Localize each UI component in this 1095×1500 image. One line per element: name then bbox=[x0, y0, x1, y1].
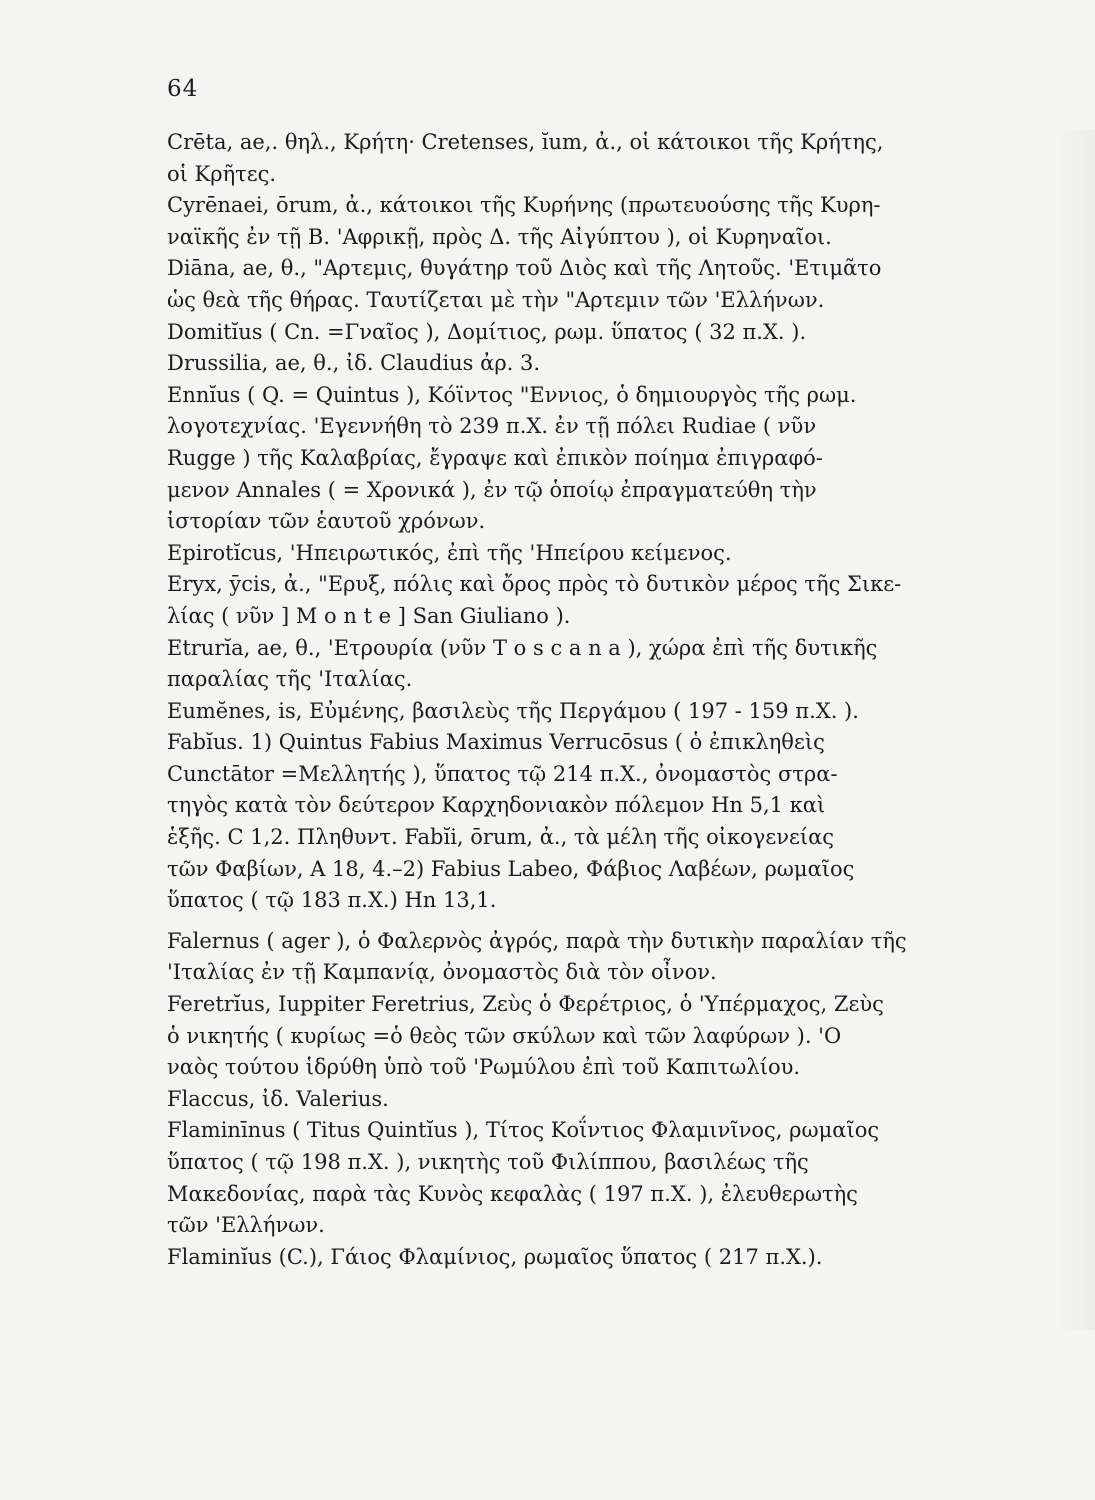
entry-line: Flaminĭus (C.), Γάιος Φλαμίνιος, ρωμαῖος ὕπατος ( 217 π.Χ.). bbox=[167, 1244, 823, 1269]
entry-line: ναϊκῆς ἐν τῇ Β. 'Αφρικῇ, πρὸς Δ. τῆς Αἰγύπτου ), οἱ Κυρηναῖοι. bbox=[167, 224, 832, 249]
entry-flamininus bbox=[167, 1115, 1012, 1241]
entry-flaminius bbox=[167, 1242, 1012, 1274]
entry-line: λογοτεχνίας. 'Εγεννήθη τὸ 239 π.Χ. ἐν τῇ πόλει Rudiae ( νῦν bbox=[167, 414, 817, 439]
entry-line: Eryx, ȳcis, ἀ., "Ερυξ, πόλις καὶ ὄρος πρὸς τὸ δυτικὸν μέρος τῆς Σικε- bbox=[167, 572, 902, 597]
entry-line: ὕπατος ( τῷ 198 π.Χ. ), νικητὴς τοῦ Φιλίππου, βασιλέως τῆς bbox=[167, 1150, 809, 1174]
entry-line: ναὸς τούτου ἱδρύθη ὑπὸ τοῦ 'Ρωμύλου ἐπὶ τοῦ Καπιτωλίου. bbox=[167, 1055, 801, 1080]
entry-line: οἱ Κρῆτες. bbox=[167, 161, 277, 186]
entry-line: Crēta, ae,. θηλ., Κρήτη· Cretenses, ĭum, ἀ., οἱ κάτοικοι τῆς Κρήτης, bbox=[167, 130, 884, 154]
entry-line: Epirotĭcus, 'Ηπειρωτικός, ἐπὶ τῆς 'Ηπείρου κείμενος. bbox=[167, 540, 732, 565]
entry-eryx bbox=[167, 569, 1012, 632]
glossary-entries bbox=[167, 127, 1012, 1273]
entry-falernus bbox=[167, 926, 1012, 989]
entry-cyrenaei bbox=[167, 190, 1012, 253]
entry-fabius bbox=[167, 727, 1012, 917]
entry-line: Flaccus, ἰδ. Valerius. bbox=[167, 1086, 389, 1111]
entry-line: Eumĕnes, is, Εὐμένης, βασιλεὺς τῆς Περγάμου ( 197 - 159 π.Χ. ). bbox=[167, 698, 859, 723]
entry-line: Feretrĭus, Iuppiter Feretrius, Ζεὺς ὁ Φερέτριος, ὁ 'Υπέρμαχος, Ζεὺς bbox=[167, 992, 884, 1017]
page-number: 64 bbox=[167, 76, 199, 102]
entry-line: Cunctātor =Μελλητής ), ὕπατος τῷ 214 π.Χ., ὀνομαστὸς στρα- bbox=[167, 761, 838, 786]
spacer bbox=[167, 917, 1012, 926]
entry-creta bbox=[167, 127, 1012, 190]
entry-line: ὕπατος ( τῷ 183 π.Χ.) Hn 13,1. bbox=[167, 888, 497, 913]
entry-line: Diāna, ae, θ., "Αρτεμις, θυγάτηρ τοῦ Διὸς καὶ τῆς Λητοῦς. 'Ετιμᾶτο bbox=[167, 256, 882, 281]
entry-line: Domitĭus ( Cn. =Γναῖος ), Δομίτιος, ρωμ. ὕπατος ( 32 π.Χ. ). bbox=[167, 319, 807, 344]
entry-drussilia bbox=[167, 348, 1012, 380]
entry-line: Ennĭus ( Q. = Quintus ), Κόϊντος "Εννιος, ὁ δημιουργὸς τῆς ρωμ. bbox=[167, 382, 857, 407]
entry-line: παραλίας τῆς 'Ιταλίας. bbox=[167, 667, 413, 692]
entry-line: Cyrēnaei, ōrum, ἀ., κάτοικοι τῆς Κυρήνης (πρωτευούσης τῆς Κυρη- bbox=[167, 193, 881, 218]
entry-line: τῶν Φαβίων, A 18, 4.–2) Fabius Labeo, Φάβιος Λαβέων, ρωμαῖος bbox=[167, 856, 855, 881]
entry-line: τηγὸς κατὰ τὸν δεύτερον Καρχηδονιακὸν πόλεμον Hn 5,1 καὶ bbox=[167, 793, 826, 818]
entry-feretrius bbox=[167, 989, 1012, 1084]
entry-line: Drussilia, ae, θ., ἰδ. Claudius ἀρ. 3. bbox=[167, 351, 541, 376]
entry-line: ἱστορίαν τῶν ἑαυτοῦ χρόνων. bbox=[167, 509, 486, 534]
entry-etruria bbox=[167, 633, 1012, 696]
paper-shadow bbox=[1055, 130, 1095, 1330]
entry-line: Etrurĭa, ae, θ., 'Ετρουρία (νῦν T o s c a n a ), χώρα ἐπὶ τῆς δυτικῆς bbox=[167, 635, 878, 660]
entry-flaccus bbox=[167, 1084, 1012, 1116]
entry-epiroticus bbox=[167, 538, 1012, 570]
entry-eumenes bbox=[167, 696, 1012, 728]
entry-domitius bbox=[167, 317, 1012, 349]
entry-line: Flaminīnus ( Titus Quintĭus ), Τίτος Κοΐντιος Φλαμινῖνος, ρωμαῖος bbox=[167, 1118, 880, 1143]
entry-line: Fabĭus. 1) Quintus Fabius Maximus Verrucōsus ( ὁ ἐπικληθεὶς bbox=[167, 730, 825, 755]
entry-line: ὁ νικητής ( κυρίως =ὁ θεὸς τῶν σκύλων καὶ τῶν λαφύρων ). 'Ο bbox=[167, 1023, 842, 1048]
entry-line: 'Ιταλίας ἐν τῇ Καμπανίᾳ, ὀνομαστὸς διὰ τὸν οἶνον. bbox=[167, 960, 717, 985]
entry-line: Μακεδονίας, παρὰ τὰς Κυνὸς κεφαλὰς ( 197 π.Χ. ), ἐλευθερωτὴς bbox=[167, 1181, 858, 1206]
entry-line: ἑξῆς. C 1,2. Πληθυντ. Fabĭi, ōrum, ἀ., τὰ μέλη τῆς οἰκογενείας bbox=[167, 825, 835, 850]
entry-ennius bbox=[167, 380, 1012, 538]
entry-line: Rugge ) τῆς Καλαβρίας, ἔγραψε καὶ ἐπικὸν ποίημα ἐπιγραφό- bbox=[167, 445, 823, 470]
entry-line: ὡς θεὰ τῆς θήρας. Ταυτίζεται μὲ τὴν "Αρτεμιν τῶν 'Ελλήνων. bbox=[167, 287, 825, 312]
entry-line: τῶν 'Ελλήνων. bbox=[167, 1213, 325, 1238]
entry-line: μενον Annales ( = Χρονικά ), ἐν τῷ ὁποίῳ ἐπραγματεύθη τὴν bbox=[167, 477, 817, 502]
entry-line: Falernus ( ager ), ὁ Φαλερνὸς ἀγρός, παρὰ τὴν δυτικὴν παραλίαν τῆς bbox=[167, 928, 907, 953]
entry-diana bbox=[167, 253, 1012, 316]
entry-line: λίας ( νῦν ] M o n t e ] San Giuliano ). bbox=[167, 603, 571, 628]
